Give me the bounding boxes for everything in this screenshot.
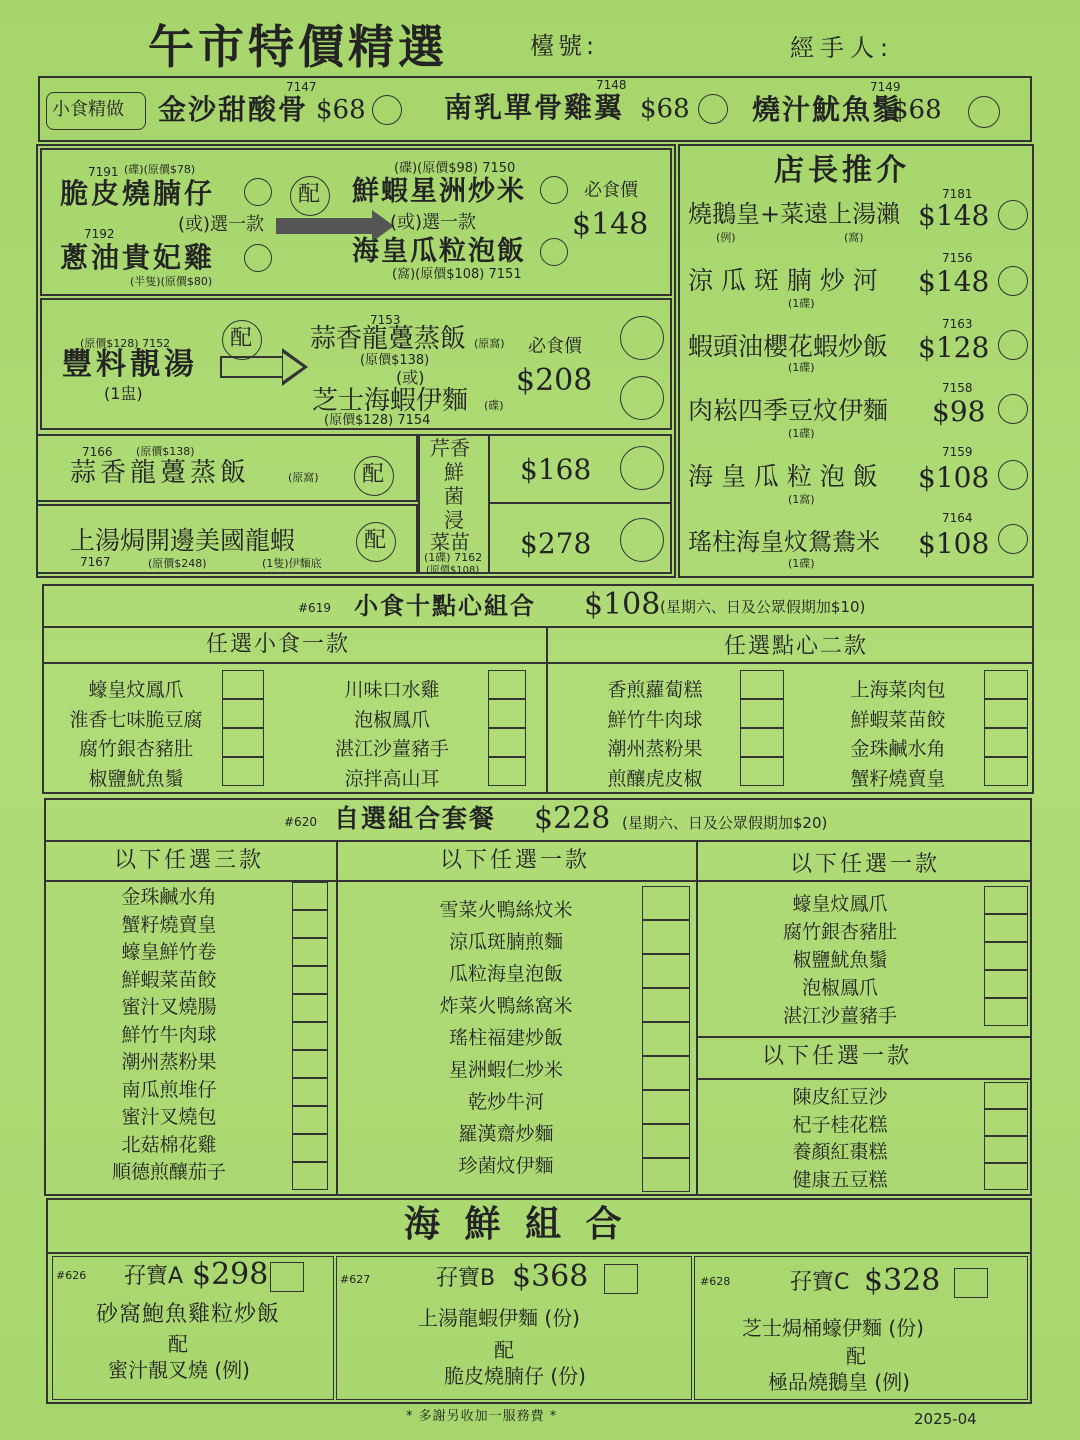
- combo-3-b-price: $278: [520, 527, 592, 560]
- mgr-2-price: $148: [918, 265, 990, 298]
- combo-1-a-checkbox[interactable]: [244, 178, 272, 206]
- combo-1-or: (或)選一款: [178, 214, 265, 235]
- snack-1-checkbox[interactable]: [372, 95, 402, 125]
- mgr-1-unit2: (窩): [844, 231, 864, 244]
- snack-1-code: 7147: [286, 80, 317, 94]
- seafood-a-checkbox[interactable]: [270, 1262, 304, 1292]
- set-620-title: 自選組合套餐: [334, 804, 497, 833]
- mgr-1-price: $148: [918, 199, 990, 232]
- set-619-d-check-2[interactable]: [984, 699, 1028, 728]
- seafood-b-price: $368: [512, 1259, 589, 1294]
- set-620-col2-list: [408, 894, 604, 1182]
- checkbox[interactable]: [292, 1022, 328, 1050]
- checkbox[interactable]: [984, 1109, 1028, 1136]
- combo-2-price: $208: [516, 363, 593, 398]
- list-item: 羅漢齋炒麵: [458, 1123, 554, 1145]
- seafood-a-pair: 配: [168, 1332, 188, 1356]
- checkbox[interactable]: [984, 1082, 1028, 1109]
- checkbox[interactable]: [292, 1050, 328, 1078]
- list-item: 杞子桂花糕: [792, 1113, 888, 1136]
- combo-2-b-name: 芝士海蝦伊麵: [312, 386, 469, 416]
- snack-2-price: $68: [640, 94, 690, 124]
- combo-2-checkbox-1[interactable]: [620, 316, 664, 360]
- menu-date: 2025-04: [914, 1410, 977, 1428]
- set-620-col4-title: 以下任選一款: [762, 1044, 913, 1069]
- set-619-c-check-4[interactable]: [740, 757, 784, 786]
- hollow-arrow-icon: [220, 356, 284, 378]
- combo-1-price: $148: [572, 207, 649, 242]
- combo-1-b-checkbox[interactable]: [244, 244, 272, 272]
- combo-1-c-note: (碟)(原價$98) 7150: [394, 161, 516, 176]
- combo-2-must-price-label: 必食價: [528, 336, 582, 357]
- combo-2-note: (原價$128) 7152: [80, 337, 171, 350]
- combo-1-a-name: 脆皮燒腩仔: [60, 177, 216, 210]
- checkbox[interactable]: [292, 1078, 328, 1106]
- mgr-1-code: 7181: [942, 187, 973, 201]
- list-item: 金珠鹹水角: [850, 738, 946, 760]
- mgr-6-checkbox[interactable]: [998, 524, 1028, 554]
- combo-3-b-name: 上湯焗開邊美國龍蝦: [70, 526, 296, 555]
- mgr-2-code: 7156: [942, 251, 973, 265]
- set-619-d-check-4[interactable]: [984, 757, 1028, 786]
- combo-1-pair: 配: [298, 182, 321, 207]
- set-619-b-check-2[interactable]: [488, 699, 526, 728]
- combo-3-a-checkbox[interactable]: [620, 446, 664, 490]
- snack-3-code: 7149: [870, 80, 901, 94]
- seafood-a-line2: 蜜汁靚叉燒 (例): [108, 1358, 250, 1382]
- mgr-5-price: $108: [918, 461, 990, 494]
- snack-3-name: 燒汁魷魚鬚: [752, 93, 903, 126]
- combo-3-b-pair: 配: [364, 528, 387, 553]
- list-item: 潮州蒸粉果: [121, 1051, 217, 1073]
- seafood-a-name: 孖寶A: [124, 1264, 184, 1289]
- checkbox[interactable]: [642, 1056, 690, 1090]
- combo-3-b-code: 7167: [80, 555, 111, 569]
- combo-2-a-unit: (原窩): [474, 337, 505, 350]
- seafood-b-line2: 脆皮燒腩仔 (份): [444, 1364, 586, 1388]
- set-619-d-check-3[interactable]: [984, 728, 1028, 757]
- set-619-c-check-3[interactable]: [740, 728, 784, 757]
- list-item: 腐竹銀杏豬肚: [78, 738, 193, 760]
- mgr-3-checkbox[interactable]: [998, 330, 1028, 360]
- checkbox[interactable]: [292, 1106, 328, 1134]
- set-619-d-check-1[interactable]: [984, 670, 1028, 699]
- combo-2-a-orig: (原價$138): [360, 353, 430, 368]
- checkbox[interactable]: [984, 942, 1028, 970]
- seafood-title: 海 鮮 組 合: [404, 1203, 628, 1245]
- mgr-1-unit: (例): [716, 231, 736, 244]
- seafood-a-price: $298: [192, 1257, 269, 1292]
- combo-2-a-code: 7153: [370, 313, 401, 327]
- set-619-price: $108: [584, 587, 661, 622]
- combo-1-a-code: 7191: [88, 165, 119, 179]
- list-item: 順德煎釀茄子: [111, 1161, 226, 1183]
- combo-3-b-unit: (1隻)伊麵底: [262, 557, 322, 570]
- seafood-b-line1: 上湯龍蝦伊麵 (份): [418, 1306, 580, 1330]
- combo-1-c-checkbox[interactable]: [540, 176, 568, 204]
- combo-1-b-name: 蔥油貴妃雞: [60, 241, 216, 274]
- snack-3-price: $68: [892, 95, 942, 125]
- combo-1-b-code: 7192: [84, 227, 115, 241]
- checkbox[interactable]: [292, 882, 328, 910]
- list-item: 炸菜火鴨絲窩米: [439, 995, 573, 1017]
- checkbox[interactable]: [984, 1136, 1028, 1163]
- page-title: 午市特價精選: [148, 20, 448, 74]
- list-item: 涼瓜斑腩煎麵: [448, 931, 563, 953]
- mgr-3-price: $128: [918, 331, 990, 364]
- seafood-c-line2: 極品燒鵝皇 (例): [768, 1370, 910, 1394]
- set-620-code: #620: [284, 815, 317, 829]
- list-item: 腐竹銀杏豬肚: [782, 921, 897, 943]
- combo-3-a-code: 7166: [82, 445, 113, 459]
- seafood-c-code: #628: [700, 1275, 731, 1288]
- set-620-price: $228: [534, 801, 611, 836]
- list-item: 煎釀虎皮椒: [607, 767, 703, 790]
- set-620-col4-list: [752, 1084, 928, 1194]
- list-item: 星洲蝦仁炒米: [448, 1059, 563, 1081]
- mgr-3-name: 蝦頭油櫻花蝦炒飯: [688, 332, 889, 361]
- set-620-col1-title: 以下任選三款: [114, 848, 265, 873]
- mgr-2-name: 涼 瓜 斑 腩 炒 河: [688, 266, 878, 295]
- seafood-c-name: 孖寶C: [790, 1270, 850, 1295]
- checkbox[interactable]: [642, 1158, 690, 1192]
- combo-1-d-note: (窩)(原價$108) 7151: [392, 267, 522, 282]
- mgr-2-checkbox[interactable]: [998, 266, 1028, 296]
- set-619-a-check-3[interactable]: [222, 728, 264, 757]
- list-item: 陳皮紅豆沙: [792, 1086, 888, 1108]
- veg-unit: (1碟) 7162: [424, 551, 483, 564]
- snack-3-checkbox[interactable]: [968, 96, 1000, 128]
- checkbox[interactable]: [292, 1134, 328, 1162]
- combo-3-b-orig: (原價$248): [148, 557, 207, 570]
- mgr-4-price: $98: [932, 395, 986, 428]
- combo-3-a-pair: 配: [362, 462, 385, 487]
- combo-1-d-name: 海皇瓜粒泡飯: [352, 236, 526, 267]
- veg-line-5: 菜苗: [430, 530, 470, 554]
- combo-1-or-2: (或)選一款: [390, 212, 477, 233]
- table-number-label: 檯號:: [530, 32, 599, 60]
- mgr-5-unit: (1窩): [788, 493, 815, 506]
- checkbox[interactable]: [984, 886, 1028, 914]
- mgr-1-name: 燒鵝皇+菜遠上湯瀨: [688, 200, 901, 228]
- list-item: 鮮竹牛肉球: [121, 1023, 217, 1046]
- set-619-col1-title: 任選小食一款: [206, 632, 351, 657]
- combo-2-or: (或): [396, 368, 425, 387]
- checkbox[interactable]: [984, 1163, 1028, 1190]
- list-item: 香煎蘿蔔糕: [607, 679, 703, 701]
- snack-1-name: 金沙甜酸骨: [158, 93, 309, 126]
- checkbox[interactable]: [984, 914, 1028, 942]
- set-620-note: (星期六、日及公眾假期加$20): [622, 814, 828, 832]
- checkbox[interactable]: [642, 886, 690, 920]
- combo-2-unit: (1盅): [104, 384, 143, 403]
- checkbox[interactable]: [642, 954, 690, 988]
- checkbox[interactable]: [642, 1124, 690, 1158]
- combo-2-a-name: 蒜香龍躉蒸飯: [310, 324, 467, 354]
- combo-2-checkbox-2[interactable]: [620, 376, 664, 420]
- set-620-col1-list: [84, 884, 254, 1187]
- arrow-right-icon: [276, 218, 376, 234]
- combo-2-pair: 配: [230, 326, 253, 351]
- seafood-b-pair: 配: [494, 1338, 514, 1362]
- set-619-title: 小食十點心組合: [354, 591, 536, 620]
- set-620-col3-title: 以下任選一款: [790, 852, 941, 877]
- list-item: 蠔皇炆鳳爪: [88, 679, 184, 701]
- set-619-b-check-3[interactable]: [488, 728, 526, 757]
- list-item: 鮮蝦菜苗餃: [121, 968, 217, 991]
- set-619-c-check-1[interactable]: [740, 670, 784, 699]
- veg-line-3: 菌: [444, 484, 464, 508]
- manager-title: 店長推介: [774, 153, 910, 188]
- mgr-1-checkbox[interactable]: [998, 200, 1028, 230]
- list-item: 泡椒鳳爪: [353, 708, 430, 731]
- seafood-c-checkbox[interactable]: [954, 1268, 988, 1298]
- veg-line-2: 鮮: [444, 460, 464, 484]
- list-item: 蠔皇鮮竹卷: [121, 941, 217, 963]
- set-619-code: #619: [298, 601, 331, 615]
- seafood-b-name: 孖寶B: [436, 1266, 496, 1291]
- snack-2-checkbox[interactable]: [698, 94, 728, 124]
- checkbox[interactable]: [292, 994, 328, 1022]
- seafood-b-code: #627: [340, 1273, 371, 1286]
- list-item: 上海菜肉包: [850, 679, 946, 701]
- set-619-a-check-1[interactable]: [222, 670, 264, 699]
- combo-1-d-checkbox[interactable]: [540, 238, 568, 266]
- list-item: 蟹籽燒賣皇: [121, 913, 217, 936]
- checkbox[interactable]: [642, 1090, 690, 1124]
- mgr-4-code: 7158: [942, 381, 973, 395]
- set-619-snacks-b: [310, 676, 474, 794]
- handler-label: 經手人:: [790, 34, 895, 62]
- mgr-2-unit: (1碟): [788, 297, 815, 310]
- list-item: 椒鹽魷魚鬚: [792, 949, 888, 971]
- checkbox[interactable]: [642, 1022, 690, 1056]
- list-item: 金珠鹹水角: [121, 886, 217, 908]
- seafood-a-line1: 砂窩鮑魚雞粒炒飯: [96, 1302, 281, 1327]
- list-item: 蟹籽燒賣皇: [850, 767, 946, 790]
- snack-2-name: 南乳單骨雞翼: [444, 91, 625, 124]
- checkbox[interactable]: [642, 920, 690, 954]
- set-619-col2-title: 任選點心二款: [724, 634, 869, 659]
- set-619-dim-a: [580, 676, 730, 794]
- list-item: 鮮竹牛肉球: [607, 708, 703, 731]
- combo-1-must-price-label: 必食價: [584, 180, 638, 201]
- list-item: 瓜粒海皇泡飯: [448, 963, 563, 985]
- combo-3-a-name: 蒜香龍躉蒸飯: [70, 458, 251, 488]
- snack-2-code: 7148: [596, 78, 627, 92]
- set-620-col2-title: 以下任選一款: [440, 848, 591, 873]
- checkbox[interactable]: [292, 1162, 328, 1190]
- mgr-5-checkbox[interactable]: [998, 460, 1028, 490]
- list-item: 涼拌高山耳: [344, 767, 440, 790]
- list-item: 蜜汁叉燒腸: [121, 996, 217, 1018]
- checkbox[interactable]: [292, 938, 328, 966]
- list-item: 川味口水雞: [344, 679, 440, 701]
- combo-1-a-note: (碟)(原價$78): [124, 163, 196, 176]
- set-619-dim-b: [820, 676, 976, 794]
- set-619-a-check-4[interactable]: [222, 757, 264, 786]
- combo-3-b-checkbox[interactable]: [620, 518, 664, 562]
- mgr-6-price: $108: [918, 527, 990, 560]
- list-item: 鮮蝦菜苗餃: [850, 708, 946, 731]
- list-item: 蠔皇炆鳳爪: [792, 893, 888, 915]
- mgr-3-code: 7163: [942, 317, 973, 331]
- checkbox[interactable]: [292, 910, 328, 938]
- combo-3-a-orig: (原價$138): [136, 445, 195, 458]
- mgr-4-unit: (1碟): [788, 427, 815, 440]
- combo-3-a-unit: (原窩): [288, 471, 319, 484]
- list-item: 椒鹽魷魚鬚: [88, 767, 184, 790]
- snacks-label: 小食精做: [52, 99, 124, 120]
- mgr-5-code: 7159: [942, 445, 973, 459]
- list-item: 泡椒鳳爪: [801, 977, 878, 999]
- snack-1-price: $68: [316, 95, 366, 125]
- set-619-b-check-4[interactable]: [488, 757, 526, 786]
- seafood-a-code: #626: [56, 1269, 87, 1282]
- mgr-4-name: 肉崧四季豆炆伊麵: [688, 396, 889, 425]
- list-item: 北菇棉花雞: [121, 1133, 217, 1156]
- seafood-c-price: $328: [864, 1263, 941, 1298]
- mgr-6-code: 7164: [942, 511, 973, 525]
- list-item: 健康五豆糕: [792, 1168, 888, 1191]
- veg-line-4: 浸: [444, 508, 464, 532]
- combo-3-a-price: $168: [520, 453, 592, 486]
- set-619-b-check-1[interactable]: [488, 670, 526, 699]
- combo-2-b-orig: (原價$128) 7154: [324, 413, 431, 428]
- set-619-a-check-2[interactable]: [222, 699, 264, 728]
- combo-2-name: 豐料靚湯: [62, 347, 198, 382]
- list-item: 蜜汁叉燒包: [121, 1106, 217, 1128]
- mgr-4-checkbox[interactable]: [998, 394, 1028, 424]
- veg-line-1: 芹香: [430, 436, 470, 460]
- set-619-snacks-a: [54, 676, 218, 794]
- checkbox[interactable]: [984, 998, 1028, 1026]
- list-item: 珍菌炆伊麵: [458, 1155, 554, 1177]
- list-item: 雪菜火鴨絲炆米: [439, 899, 573, 921]
- list-item: 湛江沙薑豬手: [334, 738, 449, 760]
- mgr-6-unit: (1碟): [788, 557, 815, 570]
- list-item: 湛江沙薑豬手: [782, 1005, 897, 1027]
- seafood-c-pair: 配: [846, 1344, 866, 1368]
- checkbox[interactable]: [642, 988, 690, 1022]
- seafood-c-line1: 芝士焗桶蠔伊麵 (份): [742, 1316, 924, 1340]
- list-item: 瑤柱福建炒飯: [448, 1027, 563, 1049]
- veg-orig: (原價$108): [426, 565, 480, 576]
- combo-1-b-note: (半隻)(原價$80): [130, 275, 213, 288]
- list-item: 潮州蒸粉果: [607, 738, 703, 760]
- list-item: 養顏紅棗糕: [792, 1141, 888, 1163]
- set-619-c-check-2[interactable]: [740, 699, 784, 728]
- list-item: 南瓜煎堆仔: [121, 1078, 217, 1101]
- combo-1-c-name: 鮮蝦星洲炒米: [352, 176, 526, 207]
- mgr-6-name: 瑤柱海皇炆鴛鴦米: [688, 528, 880, 556]
- checkbox[interactable]: [984, 970, 1028, 998]
- mgr-3-unit: (1碟): [788, 361, 815, 374]
- combo-2-b-unit: (碟): [484, 399, 504, 412]
- checkbox[interactable]: [292, 966, 328, 994]
- list-item: 乾炒牛河: [467, 1091, 544, 1113]
- mgr-5-name: 海 皇 瓜 粒 泡 飯: [688, 462, 878, 491]
- service-charge-note: * 多謝另收加一服務費 *: [406, 1409, 558, 1424]
- set-619-note: (星期六、日及公眾假期加$10): [660, 598, 866, 616]
- list-item: 淮香七味脆豆腐: [69, 708, 203, 731]
- set-620-col3-list: [752, 890, 928, 1030]
- seafood-b-checkbox[interactable]: [604, 1264, 638, 1294]
